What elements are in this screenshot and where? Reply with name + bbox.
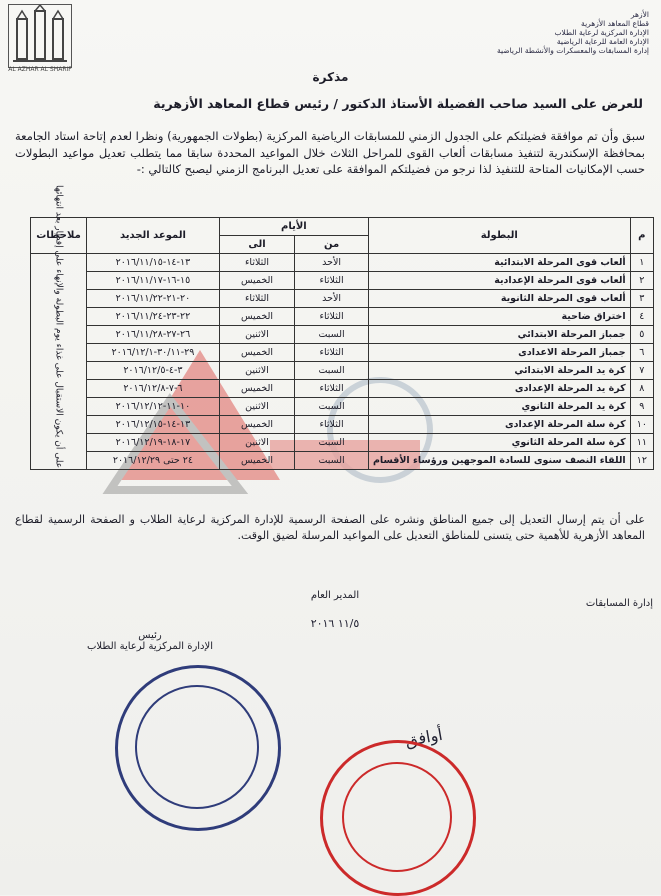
new-date: ٢٦-٢٧-٢٠١٦/١١/٢٨ <box>87 326 220 344</box>
table-row <box>31 308 654 326</box>
row-number: ١١ <box>630 434 653 452</box>
row-number: ٤ <box>630 308 653 326</box>
table-row <box>31 416 654 434</box>
letterhead-line: الإدارة المركزية لرعاية الطلاب <box>554 28 649 37</box>
table-row <box>31 398 654 416</box>
tournament-name: اللقاء النصف سنوى للسادة الموجهين ورؤساء الأقسام <box>368 452 630 470</box>
table-row <box>31 362 654 380</box>
day-to: الخميس <box>219 452 294 470</box>
row-number: ١ <box>630 254 653 272</box>
new-date: ٦-٧-٢٠١٦/١٢/٨ <box>87 380 220 398</box>
al-azhar-logo <box>8 4 72 68</box>
new-date: ٢٩-٣٠/١١-٢٠١٦/١٢/١ <box>87 344 220 362</box>
logo-caption: AL AZHAR AL SHARIF <box>8 66 72 73</box>
day-to: الاثنين <box>219 398 294 416</box>
day-to: الخميس <box>219 416 294 434</box>
day-to: الخميس <box>219 308 294 326</box>
day-from: السبت <box>295 362 369 380</box>
day-from: السبت <box>295 326 369 344</box>
row-number: ٥ <box>630 326 653 344</box>
day-to: الخميس <box>219 344 294 362</box>
day-to: الاثنين <box>219 326 294 344</box>
intro-paragraph: سبق وأن تم موافقة فضيلتكم على الجدول الزمني للمسابقات الرياضية المركزية (بطولات الجمهورية) ونظرا لعدم إتاحة استاد الجامعة بمحافظة الإسكندرية لتنفيذ مسابقات ألعاب القوى للمراحل الثلاث خلال المواعيد المحددة سابقا مما يتطلب تعديل مواعيد البطولات حسب الإمكانيات المتاحة للتنفيذ لذا نرجو من فضيلتكم الموافقة على تعديل البرنامج الزمني ليصبح كالتالي :- <box>15 129 645 176</box>
day-from: الأحد <box>295 254 369 272</box>
col-header-days: الأيام <box>219 218 368 236</box>
day-to: الاثنين <box>219 362 294 380</box>
new-date: ١٥-١٦-٢٠١٦/١١/١٧ <box>87 272 220 290</box>
general-manager-signature <box>305 590 365 630</box>
table-row <box>31 434 654 452</box>
row-number: ٩ <box>630 398 653 416</box>
col-header-new-date: الموعد الجديد <box>87 218 220 254</box>
tournament-name: كرة سلة المرحلة الإعدادى <box>368 416 630 434</box>
competitions-signature: إدارة المسابقات <box>585 598 653 609</box>
day-from: الثلاثاء <box>295 272 369 290</box>
head-org: الإدارة المركزية لرعاية الطلاب <box>87 641 213 652</box>
tournament-name: جمباز المرحلة الاعدادى <box>368 344 630 362</box>
tournament-name: كرة يد المرحلة الإعدادى <box>368 380 630 398</box>
row-number: ٧ <box>630 362 653 380</box>
tournament-name: كرة يد المرحلة الثانوي <box>368 398 630 416</box>
letterhead-line: إدارة المسابقات والمعسكرات والأنشطة الرياضية <box>496 46 649 55</box>
table-row <box>31 344 654 362</box>
day-from: الثلاثاء <box>295 344 369 362</box>
day-to: الثلاثاء <box>219 290 294 308</box>
new-date: ١٧-١٨-٢٠١٦/١٢/١٩ <box>87 434 220 452</box>
col-header-tournament: البطولة <box>368 218 630 254</box>
day-from: الأحد <box>295 290 369 308</box>
row-number: ١٠ <box>630 416 653 434</box>
day-to: الخميس <box>219 380 294 398</box>
letterhead-line: قطاع المعاهد الأزهرية <box>581 19 649 28</box>
letterhead-line: الإدارة العامة للرعاية الرياضية <box>556 37 649 46</box>
central-admin-signature <box>80 630 220 652</box>
day-from: السبت <box>295 434 369 452</box>
day-from: الثلاثاء <box>295 308 369 326</box>
col-header-num: م <box>630 218 653 254</box>
table-row <box>31 326 654 344</box>
new-date: ١٣-١٤-٢٠١٦/١٢/١٥ <box>87 416 220 434</box>
tournament-name: كرة يد المرحلة الابتدائي <box>368 362 630 380</box>
row-number: ٢ <box>630 272 653 290</box>
new-date: ٢٠-٢١-٢٠١٦/١١/٢٢ <box>87 290 220 308</box>
col-header-notes: ملاحظات <box>31 218 87 254</box>
tournament-name: ألعاب قوى المرحلة الابتدائية <box>368 254 630 272</box>
red-seal-inner <box>342 762 452 872</box>
day-from: السبت <box>295 452 369 470</box>
new-date: ١٠-١١-٢٠١٦/١٢/١٢ <box>87 398 220 416</box>
col-header-from: من <box>295 236 369 254</box>
new-date: ٢٢-٢٣-٢٠١٦/١١/٢٤ <box>87 308 220 326</box>
table-row <box>31 254 654 272</box>
manager-date: ١١/٥ ٢٠١٦ <box>310 617 360 630</box>
row-number: ٣ <box>630 290 653 308</box>
blue-seal-inner <box>135 685 259 809</box>
manager-title: المدير العام <box>310 590 360 601</box>
day-from: الثلاثاء <box>295 380 369 398</box>
footer-paragraph: على أن يتم إرسال التعديل إلى جميع المناطق ونشره على الصفحة الرسمية للإدارة المركزية لرعاية الطلاب و الصفحة الرسمية لقطاع المعاهد الأزهرية للأهمية حتى يتسنى للمناطق التعديل على المواعيد المرسلة لضيق الوقت. <box>15 513 645 542</box>
tournament-name: ألعاب قوى المرحلة الإعدادية <box>368 272 630 290</box>
memo-title: مذكرة <box>312 70 349 84</box>
new-date: ١٣-١٤-٢٠١٦/١١/١٥ <box>87 254 220 272</box>
tournament-name: جمباز المرحلة الابتدائي <box>368 326 630 344</box>
letterhead <box>409 10 649 55</box>
tournament-name: اختراق ضاحية <box>368 308 630 326</box>
day-to: الخميس <box>219 272 294 290</box>
day-from: الثلاثاء <box>295 416 369 434</box>
letterhead-line: الأزهر <box>630 10 649 19</box>
day-to: الاثنين <box>219 434 294 452</box>
notes-cell: على أن يكون الاستقبال على غذاء يوم البطولة والإنهاء على إفطار بعد انتهائها <box>31 254 87 470</box>
row-number: ١٢ <box>630 452 653 470</box>
tournament-name: ألعاب قوى المرحلة الثانوية <box>368 290 630 308</box>
addressee: للعرض على السيد صاحب الفضيلة الأستاذ الدكتور / رئيس قطاع المعاهد الأزهرية <box>153 96 643 111</box>
table-row <box>31 272 654 290</box>
table-row <box>31 290 654 308</box>
day-to: الثلاثاء <box>219 254 294 272</box>
approval-handwriting: أوافق <box>403 724 444 751</box>
head-title: رئيس <box>138 630 162 641</box>
row-number: ٨ <box>630 380 653 398</box>
tournament-name: كرة سلة المرحلة الثانوي <box>368 434 630 452</box>
col-header-to: الى <box>219 236 294 254</box>
day-from: السبت <box>295 398 369 416</box>
schedule-table <box>30 184 654 470</box>
table-row <box>31 452 654 470</box>
table-row <box>31 380 654 398</box>
row-number: ٦ <box>630 344 653 362</box>
new-date: ٢٤ حتى ٢٠١٦/١٢/٢٩ <box>87 452 220 470</box>
new-date: ٣-٤-٢٠١٦/١٢/٥ <box>87 362 220 380</box>
